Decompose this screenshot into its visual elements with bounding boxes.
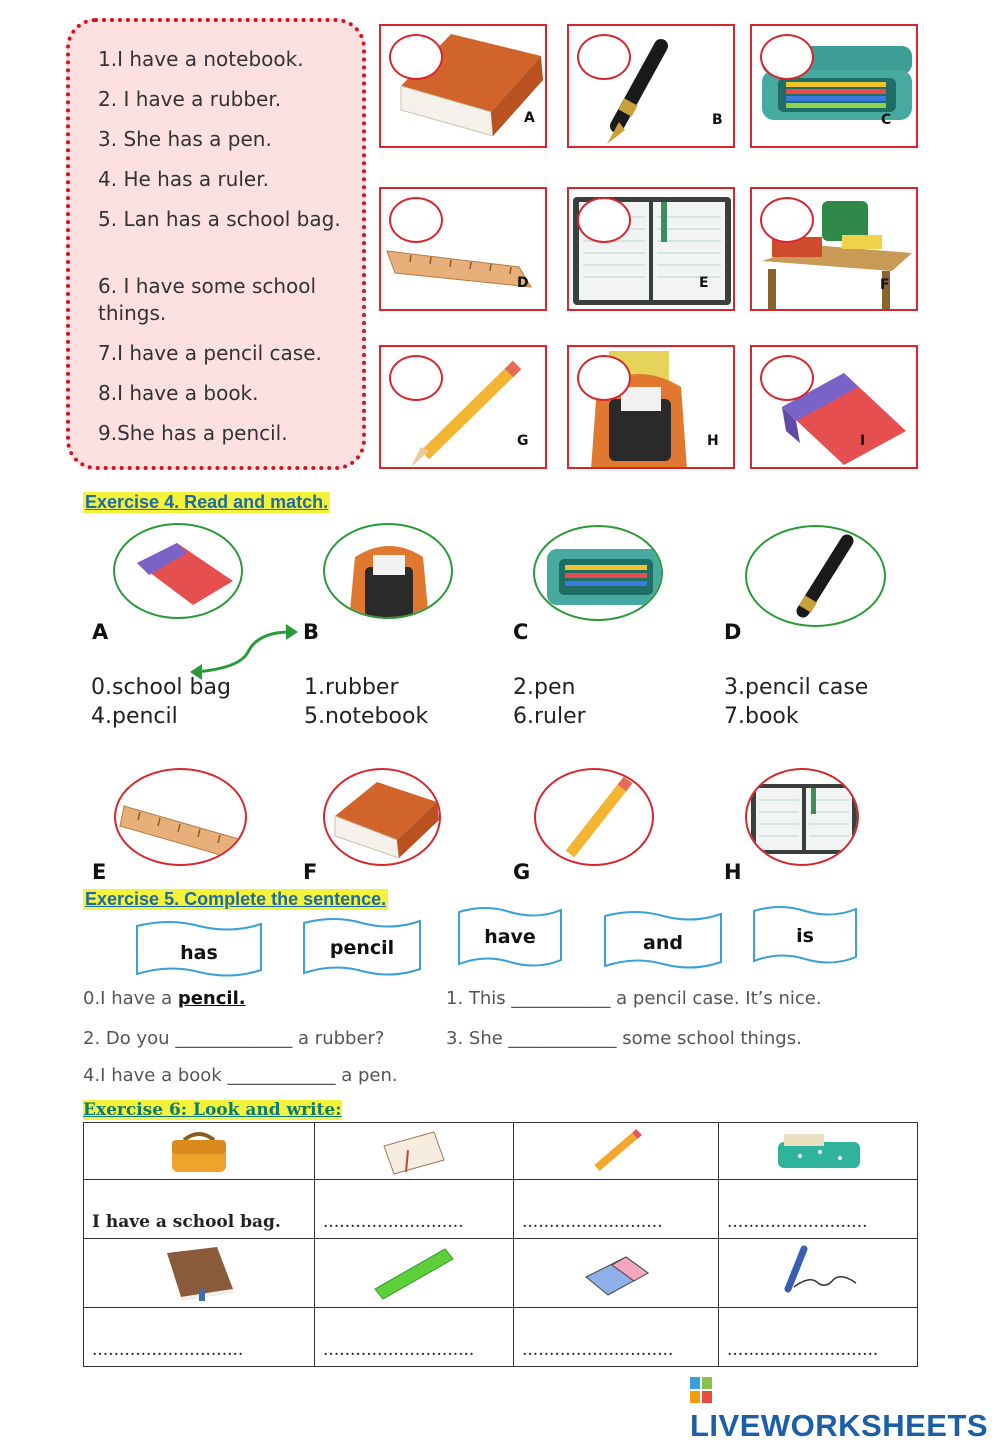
ex4-letter-f: F [303, 860, 318, 884]
sentence-5: 5. Lan has a school bag. [98, 207, 341, 231]
match-arrow [186, 618, 306, 682]
answer-circle-d[interactable] [389, 197, 443, 243]
fountain-pen-icon [747, 527, 886, 627]
card-d [379, 187, 547, 311]
ex4-image-e [114, 768, 247, 866]
sentence-6: 6. I have some school things. [98, 274, 317, 325]
q3-start: 3. She [446, 1028, 503, 1049]
q1-end: a pencil case. It’s nice. [616, 988, 822, 1009]
ex5-question-4 [83, 1065, 398, 1086]
ex5-example [83, 988, 246, 1009]
ex4-word-7: 7.book [724, 704, 799, 729]
liveworksheets-logo [690, 1372, 1000, 1444]
ex4-word-2: 2.pen [513, 675, 576, 700]
cell-school-bag-image [84, 1123, 315, 1180]
cell-pencil-image [514, 1123, 719, 1180]
notebook-icon [747, 770, 859, 866]
ex4-letter-c: C [513, 620, 529, 644]
liveworksheets-mark-icon [690, 1377, 712, 1403]
ruler-icon [116, 770, 247, 866]
ex5-question-1 [446, 988, 822, 1009]
ex4-letter-d: D [724, 620, 742, 644]
q4-blank[interactable]: ____________ [227, 1065, 336, 1086]
sentence-2: 2. I have a rubber. [98, 87, 282, 111]
answer-notebook[interactable]: .......................... [315, 1180, 514, 1239]
answer-circle-f[interactable] [760, 197, 814, 243]
answer-pen[interactable]: ............................ [719, 1308, 918, 1367]
card-f [750, 187, 918, 311]
q2-blank[interactable]: _____________ [175, 1028, 293, 1049]
ex4-letter-b: B [303, 620, 320, 644]
word-bank-is[interactable] [750, 903, 860, 967]
answer-circle-b[interactable] [577, 34, 631, 80]
sentence-3: 3. She has a pen. [98, 127, 272, 151]
exercise-6-table [83, 1122, 918, 1367]
answer-circle-c[interactable] [760, 34, 814, 80]
card-label-e: E [699, 275, 709, 291]
card-label-c: C [881, 112, 892, 128]
card-i [750, 345, 918, 469]
card-b [567, 24, 735, 148]
word-bank-is-label: is [796, 925, 814, 947]
ex4-image-h [745, 768, 859, 866]
pen-icon [770, 1243, 866, 1303]
book-icon [325, 770, 441, 866]
ex4-letter-h: H [724, 860, 742, 884]
answer-rubber[interactable]: ............................ [514, 1308, 719, 1367]
word-bank-have-label: have [484, 926, 536, 948]
answer-circle-i[interactable] [760, 355, 814, 401]
cell-example-answer: I have a school bag. [84, 1180, 315, 1239]
ex4-letter-e: E [92, 860, 107, 884]
ex4-image-g [534, 768, 654, 866]
card-a [379, 24, 547, 148]
cell-pencil-case-image [719, 1123, 918, 1180]
q2-start: 2. Do you [83, 1028, 170, 1049]
ex5-example-text: 0.I have a [83, 988, 178, 1009]
cell-notebook-image [315, 1123, 514, 1180]
ex4-image-b [323, 523, 453, 619]
answer-circle-h[interactable] [577, 355, 631, 401]
q1-start: 1. This [446, 988, 506, 1009]
word-bank-and[interactable] [601, 908, 725, 972]
pencil-case-icon [535, 527, 663, 621]
q4-start: 4.I have a book [83, 1065, 222, 1086]
cell-book-image [84, 1239, 315, 1308]
book-icon [159, 1243, 239, 1303]
answer-pencil[interactable]: .......................... [514, 1180, 719, 1239]
word-bank-and-label: and [643, 932, 683, 954]
card-label-f: F [880, 277, 890, 293]
q3-end: some school things. [622, 1028, 802, 1049]
card-label-h: H [707, 433, 719, 449]
ex4-word-1: 1.rubber [304, 675, 399, 700]
card-g [379, 345, 547, 469]
pencil-icon [583, 1126, 649, 1176]
answer-circle-e[interactable] [577, 197, 631, 243]
logo-text: LIVEWORKSHEETS [690, 1408, 989, 1443]
rubber-icon [115, 525, 243, 619]
notebook-icon [378, 1126, 450, 1176]
card-h [567, 345, 735, 469]
rubber-icon [576, 1243, 656, 1303]
word-bank-has[interactable] [133, 918, 265, 980]
card-label-g: G [517, 433, 529, 449]
cell-pen-image [719, 1239, 918, 1308]
q1-blank[interactable]: ___________ [511, 988, 611, 1009]
ruler-icon [369, 1243, 459, 1303]
ex4-letter-a: A [92, 620, 109, 644]
answer-ruler[interactable]: ............................ [315, 1308, 514, 1367]
answer-circle-a[interactable] [389, 34, 443, 80]
school-bag-icon [166, 1126, 232, 1176]
ex5-example-answer: pencil. [177, 988, 246, 1009]
card-label-i: I [860, 433, 866, 449]
word-bank-have[interactable] [455, 904, 565, 970]
ex4-word-5: 5.notebook [304, 704, 429, 729]
answer-pencil-case[interactable]: .......................... [719, 1180, 918, 1239]
ex4-image-a [113, 523, 243, 619]
ex4-word-4: 4.pencil [91, 704, 178, 729]
cell-ruler-image [315, 1239, 514, 1308]
exercise-6-title: Exercise 6: Look and write: [83, 1100, 342, 1120]
pencil-icon [536, 770, 654, 866]
card-label-a: A [524, 110, 535, 126]
sentence-1: 1.I have a notebook. [98, 47, 304, 71]
ex4-image-c [533, 525, 663, 621]
card-e [567, 187, 735, 311]
q3-blank[interactable]: ____________ [508, 1028, 617, 1049]
word-bank-has-label: has [180, 942, 218, 964]
sentence-8: 8.I have a book. [98, 381, 259, 405]
ex4-image-d [745, 525, 886, 627]
school-bag-icon [325, 525, 453, 619]
answer-book[interactable]: ............................ [84, 1308, 315, 1367]
q4-end: a pen. [341, 1065, 398, 1086]
pencil-case-icon [770, 1126, 866, 1176]
answer-circle-g[interactable] [389, 355, 443, 401]
ex4-word-3: 3.pencil case [724, 675, 869, 700]
ex4-word-0: 0.school bag [91, 675, 231, 700]
sentence-4: 4. He has a ruler. [98, 167, 269, 191]
sentence-7: 7.I have a pencil case. [98, 341, 322, 365]
word-bank-pencil-label: pencil [329, 937, 395, 959]
ex5-question-2 [83, 1028, 385, 1049]
ex4-letter-g: G [513, 860, 531, 884]
sentence-box [66, 18, 366, 470]
card-c [750, 24, 918, 148]
ex5-question-3 [446, 1028, 802, 1049]
ex4-word-6: 6.ruler [513, 704, 586, 729]
word-bank-pencil[interactable] [300, 915, 424, 979]
q2-end: a rubber? [298, 1028, 385, 1049]
sentence-9: 9.She has a pencil. [98, 421, 288, 445]
exercise-5-title: Exercise 5. Complete the sentence. [85, 889, 387, 909]
card-label-b: B [712, 112, 723, 128]
cell-rubber-image [514, 1239, 719, 1308]
card-label-d: D [517, 275, 529, 291]
ex4-image-f [323, 768, 441, 866]
exercise-4-title: Exercise 4. Read and match. [85, 492, 329, 512]
